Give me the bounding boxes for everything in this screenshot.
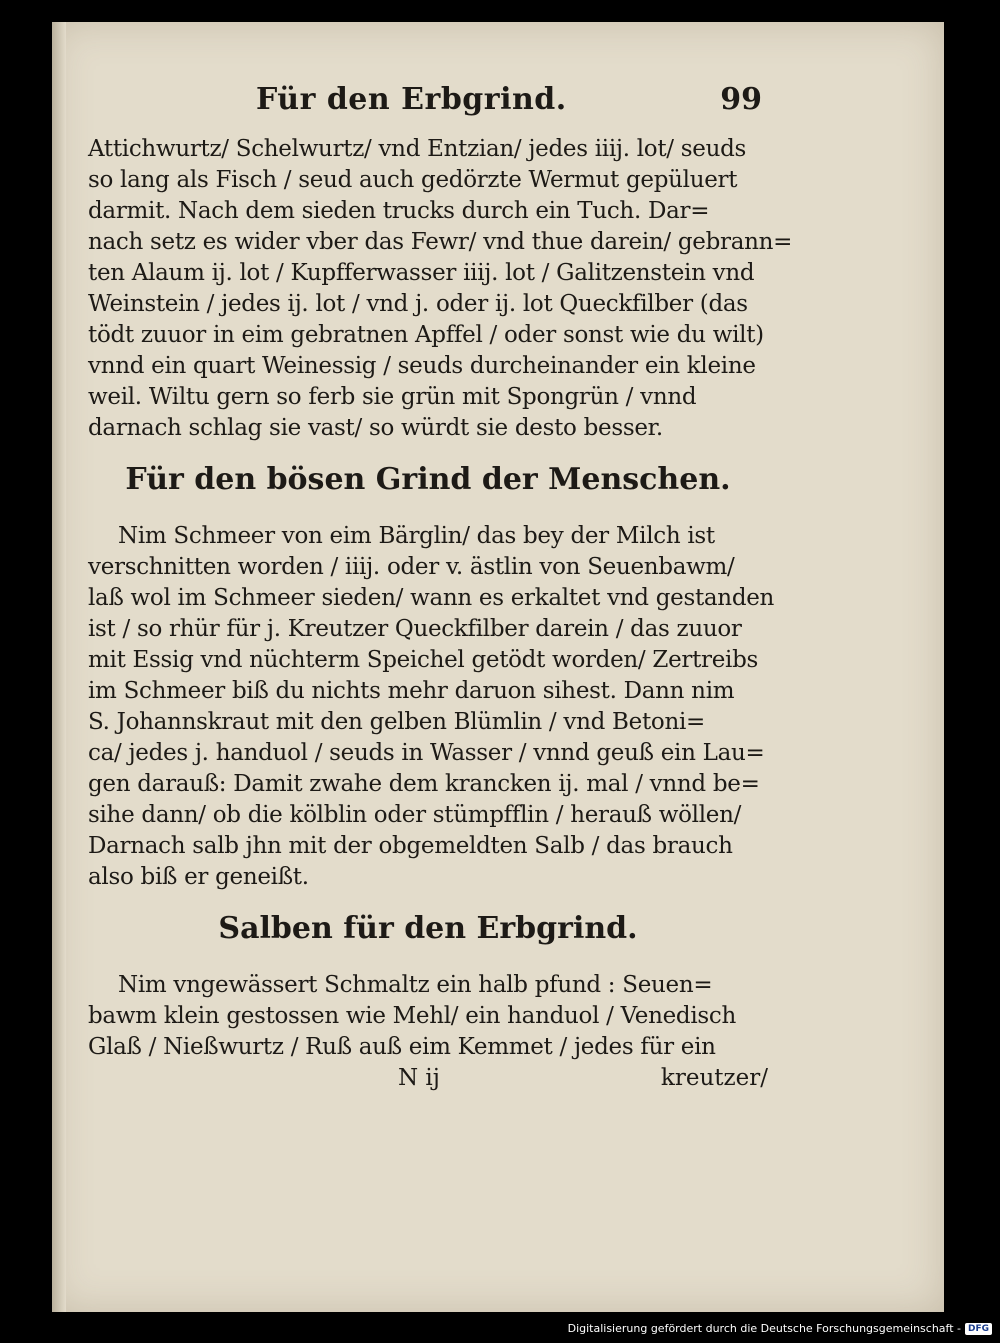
section-3 bbox=[88, 911, 768, 1063]
page-footer bbox=[88, 1063, 768, 1094]
text-line: darnach schlag sie vast/ so würdt sie desto besser. bbox=[88, 415, 663, 441]
text-line: Weinstein / jedes ij. lot / vnd j. oder ij. lot Queckfilber (das bbox=[88, 291, 748, 317]
text-line: ist / so rhür für j. Kreutzer Queckfilber darein / das zuuor bbox=[88, 616, 742, 642]
page-header bbox=[88, 82, 768, 134]
text-line: S. Johannskraut mit den gelben Blümlin / vnd Betoni= bbox=[88, 709, 705, 735]
text-line: so lang als Fisch / seud auch gedörzte Wermut gepüluert bbox=[88, 167, 738, 193]
credit-text: Digitalisierung gefördert durch die Deutsche Forschungsgemeinschaft - bbox=[567, 1322, 961, 1335]
page-content bbox=[52, 22, 944, 1312]
section-2 bbox=[88, 462, 775, 893]
text-block bbox=[88, 82, 793, 1094]
text-line: nach setz es wider vber das Fewr/ vnd thue darein/ gebrann= bbox=[88, 229, 793, 255]
text-line: laß wol im Schmeer sieden/ wann es erkaltet vnd gestanden bbox=[88, 585, 775, 611]
section-1 bbox=[88, 134, 793, 444]
text-line: mit Essig vnd nüchterm Speichel getödt worden/ Zertreibs bbox=[88, 647, 759, 673]
text-line: weil. Wiltu gern so ferb sie grün mit Spongrün / vnnd bbox=[88, 384, 697, 410]
text-line: vnnd ein quart Weinessig / seuds durcheinander ein kleine bbox=[88, 353, 756, 379]
text-line: verschnitten worden / iiij. oder v. ästlin von Seuenbawm/ bbox=[88, 554, 735, 580]
text-line: ten Alaum ij. lot / Kupfferwasser iiij. lot / Galitzenstein vnd bbox=[88, 260, 755, 286]
catchword: kreutzer/ bbox=[660, 1065, 768, 1091]
text-line: gen darauß: Damit zwahe dem krancken ij. mal / vnnd be= bbox=[88, 771, 760, 797]
digitization-credit bbox=[568, 1322, 992, 1335]
text-line: Nim vngewässert Schmaltz ein halb pfund : Seuen= bbox=[118, 972, 713, 998]
text-line: ca/ jedes j. handuol / seuds in Wasser / vnnd geuß ein Lau= bbox=[88, 740, 765, 766]
text-line: darmit. Nach dem sieden trucks durch ein Tuch. Dar= bbox=[88, 198, 710, 224]
text-line: Attichwurtz/ Schelwurtz/ vnd Entzian/ jedes iiij. lot/ seuds bbox=[88, 136, 747, 162]
text-line: tödt zuuor in eim gebratnen Apffel / oder sonst wie du wilt) bbox=[88, 322, 764, 348]
text-line: sihe dann/ ob die kölblin oder stümpfflin / herauß wöllen/ bbox=[88, 802, 742, 828]
section-heading: Salben für den Erbgrind. bbox=[218, 911, 638, 946]
dfg-logo: DFG bbox=[965, 1323, 992, 1335]
text-line: im Schmeer biß du nichts mehr daruon sihest. Dann nim bbox=[88, 678, 735, 704]
signature-mark: N ij bbox=[398, 1065, 440, 1091]
text-line: bawm klein gestossen wie Mehl/ ein handuol / Venedisch bbox=[88, 1003, 737, 1029]
page-number: 99 bbox=[720, 82, 762, 117]
running-head: Für den Erbgrind. bbox=[256, 82, 567, 117]
section-heading: Für den bösen Grind der Menschen. bbox=[125, 462, 731, 497]
text-line: Nim Schmeer von eim Bärglin/ das bey der Milch ist bbox=[118, 523, 715, 549]
text-line: also biß er geneißt. bbox=[88, 864, 309, 890]
text-line: Glaß / Nießwurtz / Ruß auß eim Kemmet / jedes für ein bbox=[88, 1034, 716, 1060]
text-line: Darnach salb jhn mit der obgemeldten Salb / das brauch bbox=[88, 833, 733, 859]
